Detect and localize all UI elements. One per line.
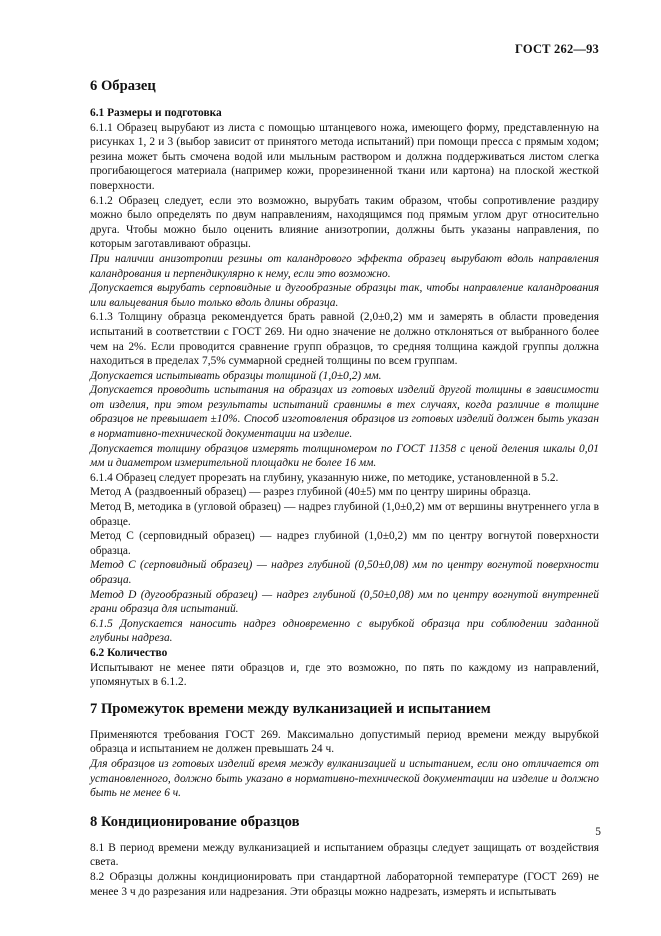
paragraph-6-1-5: 6.1.5 Допускается наносить надрез одновременно с вырубкой образца при соблюдении заданной глубины надреза. xyxy=(90,617,599,645)
method-b: Метод В, методика в (угловой образец) — надрез глубиной (1,0±0,2) мм от вершины внутреннего угла в образце. xyxy=(90,501,599,528)
paragraph-6-1-1: 6.1.1 Образец вырубают из листа с помощью штанцевого ножа, имеющего форму, представленную на рисунках 1, 2 и 3 (выбор зависит от принятого метода испытаний) при помощи пресса с прямым ходом; резина может быть смочена водой или мыльным раствором и должна поддерживаться листом слегка прогибающегося материала (например кожи, прорезиненной ткани или картона) на плоской жесткой поверхности. xyxy=(90,121,599,192)
paragraph-6-1-3: 6.1.3 Толщину образца рекомендуется брать равной (2,0±0,2) мм и замерять в области проведения испытаний в соответствии с ГОСТ 269. Ни одно значение не должно отклоняться от выбранного более чем на 2%. Если проводится сравнение групп образцов, то средняя толщина каждой группы должна находиться в пределах 7,5% суммарной средней толщины по всем группам. xyxy=(90,311,599,368)
section-8-title: 8 Кондиционирование образцов xyxy=(90,813,300,830)
paragraph-8-2: 8.2 Образцы должны кондиционировать при стандартной лабораторной температуре (ГОСТ 269) не менее 3 ч до разрезания или надрезания. Эти образцы можно надрезать, измерять и испытывать xyxy=(90,870,599,898)
method-a: Метод А (раздвоенный образец) — разрез глубиной (40±5) мм по центру ширины образца. xyxy=(90,486,531,499)
paragraph-6-1-2: 6.1.2 Образец следует, если это возможно, вырубать таким образом, чтобы сопротивление раздиру можно было определять по двум направлениям, находящимся под прямым углом друг относительно друга. Чтобы можно было оценить влияние анизотропии, должны быть указаны направления, по которым заготавливают образцы. xyxy=(90,194,599,251)
note-anisotropy: При наличии анизотропии резины от каландрового эффекта образец вырубают вдоль направления каландрования и перпендикулярно к нему, если это возможно. xyxy=(90,252,599,280)
paragraph-6-2: Испытывают не менее пяти образцов и, где это возможно, по пять по каждому из направлений, упомянутых в 6.1.2. xyxy=(90,661,599,689)
paragraph-6-1-4: 6.1.4 Образец следует прорезать на глубину, указанную ниже, по методике, установленной в 5.2. xyxy=(90,471,559,484)
subsection-6-2-title: 6.2 Количество xyxy=(90,646,168,659)
note-method-d: Метод D (дугообразный образец) — надрез глубиной (0,50±0,08) мм по центру вогнутой внутренней грани образца для испытаний. xyxy=(90,588,599,616)
note-thickness-gauge: Допускается толщину образцов измерять толщиномером по ГОСТ 11358 с ценой деления шкалы 0,01 мм и диаметром измерительной площадки не более 16 мм. xyxy=(90,442,599,470)
subsection-6-1-title: 6.1 Размеры и подготовка xyxy=(90,107,222,119)
note-crescent: Допускается вырубать серповидные и дугообразные образцы так, чтобы направление каландрования или вальцевания было только вдоль длины образца. xyxy=(90,282,599,309)
page-number: 5 xyxy=(595,826,601,838)
paragraph-7: Применяются требования ГОСТ 269. Максимально допустимый период времени между вырубкой образца и испытанием не должен превышать 24 ч. xyxy=(90,728,599,756)
paragraph-8-1: 8.1 В период времени между вулканизацией и испытанием образцы следует защищать от воздействия света. xyxy=(90,841,599,869)
document-header: ГОСТ 262—93 xyxy=(515,42,599,56)
page-body xyxy=(90,72,599,899)
method-c: Метод С (серповидный образец) — надрез глубиной (1,0±0,2) мм по центру вогнутой поверхности образца. xyxy=(90,530,599,557)
note-finished-products: Допускается проводить испытания на образцах из готовых изделий другой толщины в зависимости от изделия, при этом результаты испытаний сравнимы в тех случаях, когда различие в толщине образцов не превышает ±10%. Способ изготовления образцов из готовых изделий должен быть указан в нормативно-технической документации на изделие. xyxy=(90,384,599,441)
note-7: Для образцов из готовых изделий время между вулканизацией и испытанием, если оно отличается от установленного, должно быть указано в нормативно-технической документации на изделие и должно быть не менее 6 ч. xyxy=(90,757,599,800)
note-method-c: Метод С (серповидный образец) — надрез глубиной (0,50±0,08) мм по центру вогнутой поверхности образца. xyxy=(90,559,599,586)
section-6-title: 6 Образец xyxy=(90,78,156,94)
note-thickness: Допускается испытывать образцы толщиной (1,0±0,2) мм. xyxy=(90,369,382,382)
section-7-title: 7 Промежуток времени между вулканизацией и испытанием xyxy=(90,700,491,717)
